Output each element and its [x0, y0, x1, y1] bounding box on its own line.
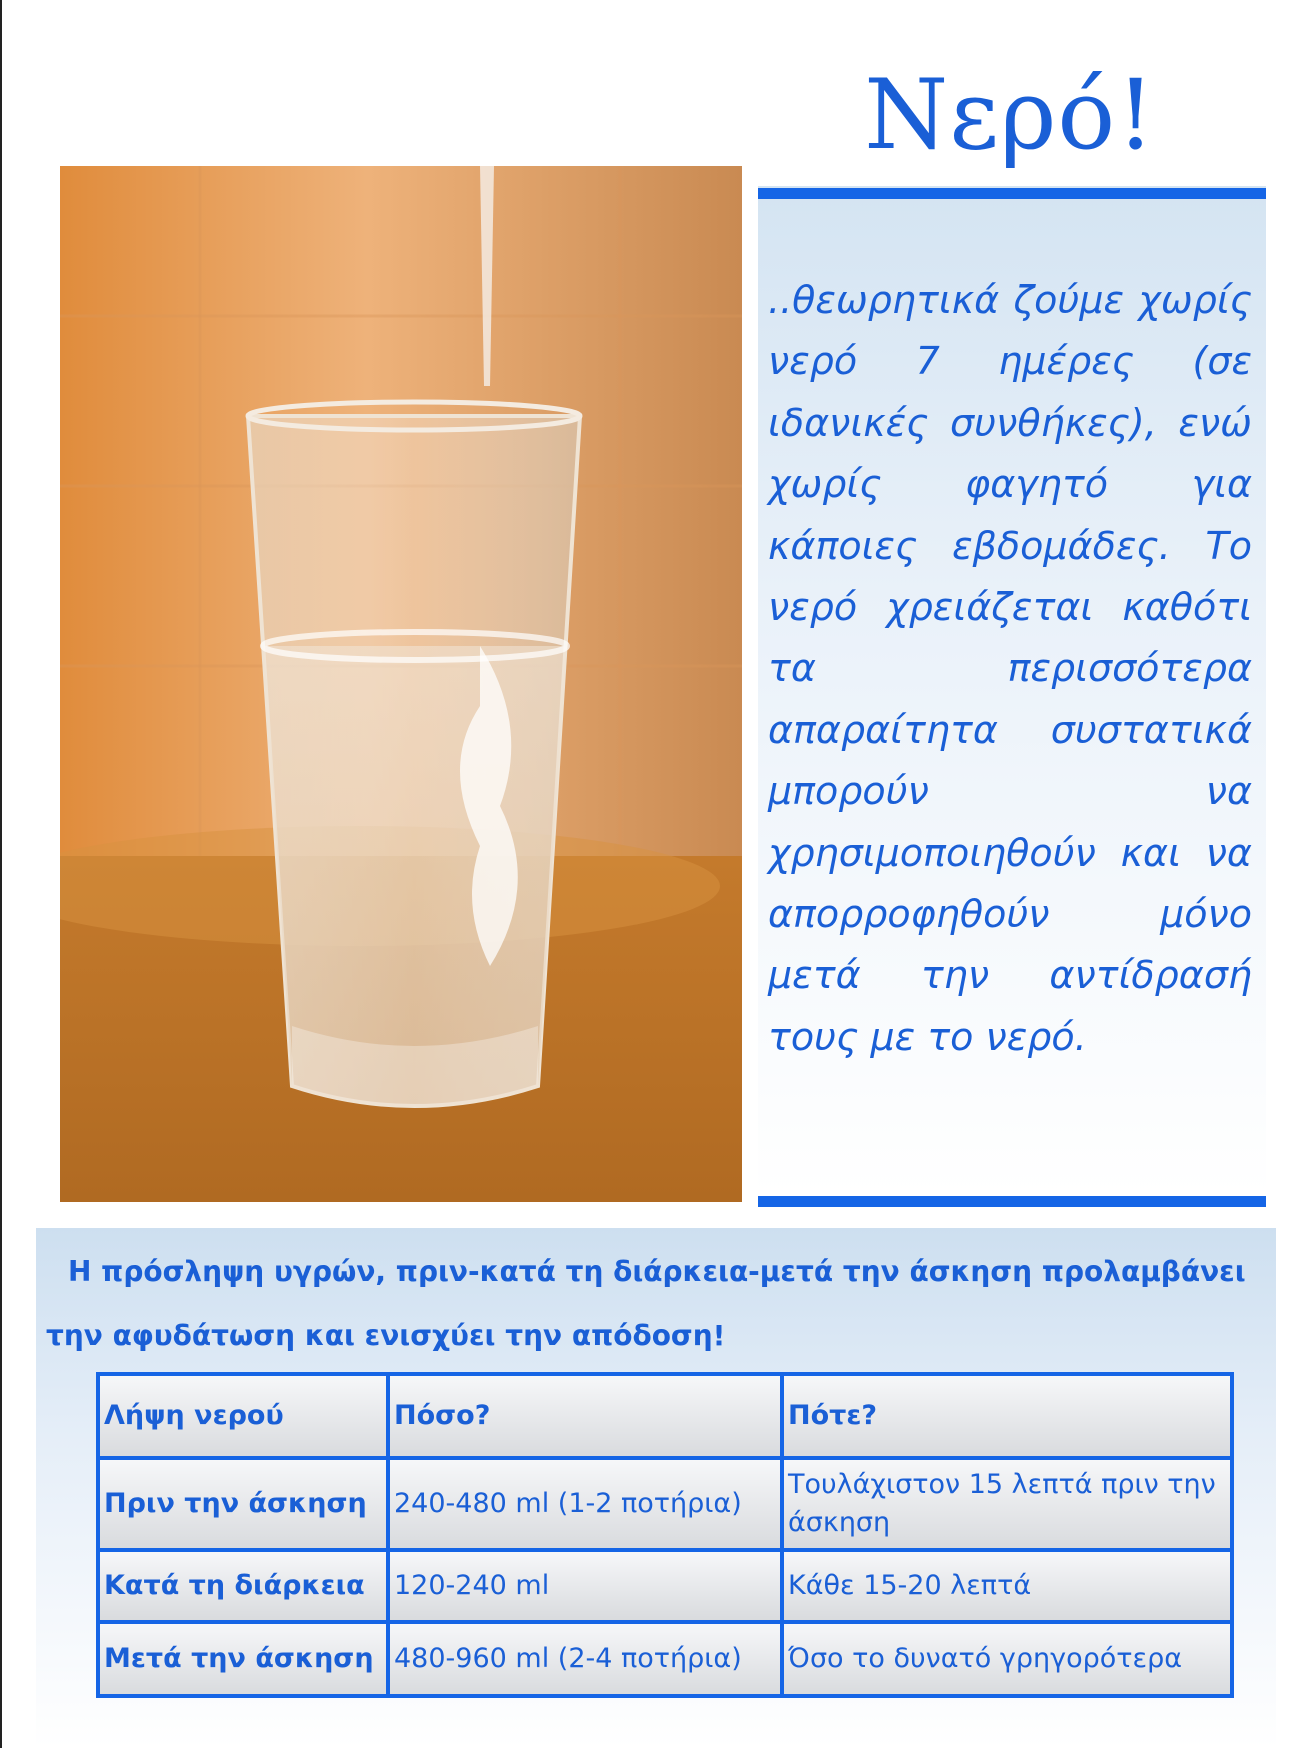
table-header-cell: Πόσο?: [388, 1374, 782, 1458]
table-row: [98, 1550, 1232, 1622]
table-row-label: Μετά την άσκηση: [98, 1622, 388, 1696]
table-cell: Όσο το δυνατό γρηγορότερα: [782, 1622, 1232, 1696]
water-glass-photo: [60, 166, 742, 1202]
table-row: [98, 1622, 1232, 1696]
table-cell: Κάθε 15-20 λεπτά: [782, 1550, 1232, 1622]
table-row-label: Πριν την άσκηση: [98, 1458, 388, 1550]
table-cell: 240-480 ml (1-2 ποτήρια): [388, 1458, 782, 1550]
side-paragraph: ..θεωρητικά ζούμε χωρίς νερό 7 ημέρες (σε ιδανικές συνθήκες), ενώ χωρίς φαγητό για κάποιες εβδομάδες. Το νερό χρειάζεται καθότι τα περισσότερα απαραίτητα συστατικά μπορούν να χρησιμοποιηθούν και να απορροφηθούν μόνο μετά την αντίδρασή τους με το νερό.: [768, 278, 1252, 1059]
table-cell: 480-960 ml (2-4 ποτήρια): [388, 1622, 782, 1696]
water-intake-table: [96, 1372, 1234, 1698]
side-box-top-bar: [758, 188, 1266, 199]
table-cell: 120-240 ml: [388, 1550, 782, 1622]
table-header-cell: Πότε?: [782, 1374, 1232, 1458]
table-row: [98, 1458, 1232, 1550]
table-cell: Τουλάχιστον 15 λεπτά πριν την άσκηση: [782, 1458, 1232, 1550]
table-row-label: Κατά τη διάρκεια: [98, 1550, 388, 1622]
table-header-cell: Λήψη νερού: [98, 1374, 388, 1458]
table-header-row: [98, 1374, 1232, 1458]
page-title: Νερό!: [864, 59, 1156, 171]
side-box-bottom-bar: [758, 1196, 1266, 1207]
page-left-border: [0, 0, 2, 1748]
intro-heading: Η πρόσληψη υγρών, πριν-κατά τη διάρκεια-μετά την άσκηση προλαμβάνει την αφυδάτωση και ενισχύει την απόδοση!: [46, 1255, 1246, 1352]
